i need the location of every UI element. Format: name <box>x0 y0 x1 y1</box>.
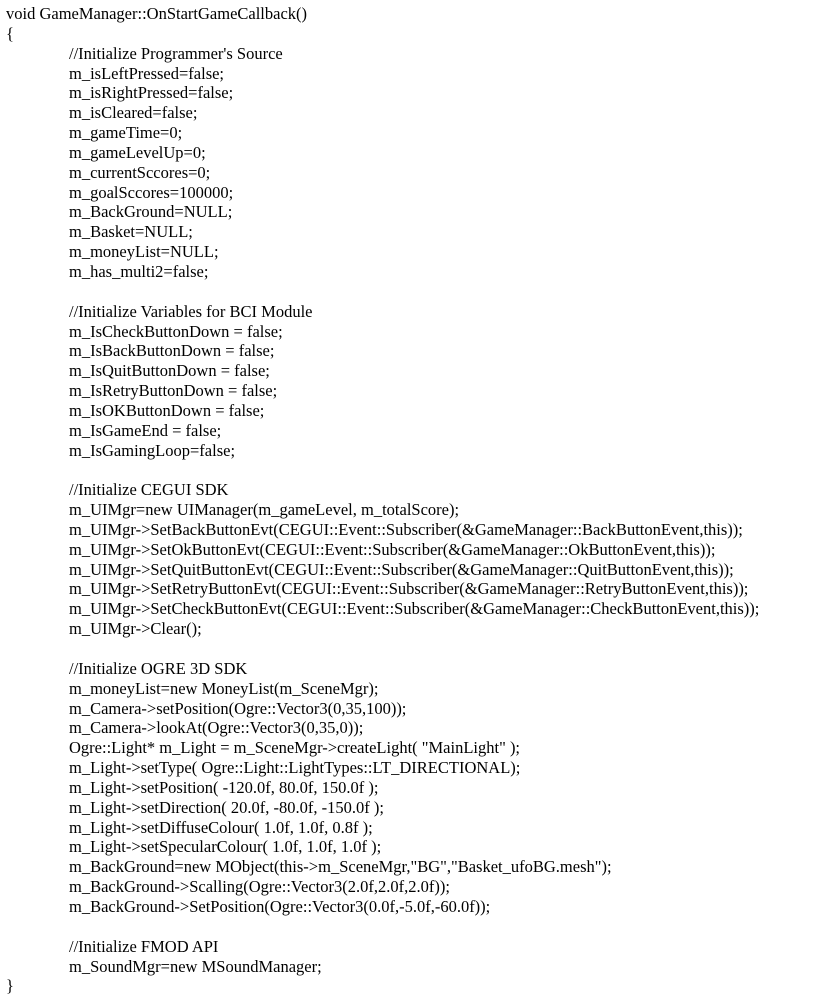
comment-line: //Initialize Variables for BCI Module <box>69 301 313 321</box>
code-line: m_isRightPressed=false; <box>69 83 234 103</box>
code-line: m_gameLevelUp=0; <box>69 142 206 162</box>
code-line: m_UIMgr->Clear(); <box>69 619 202 639</box>
code-line: m_IsGameEnd = false; <box>69 420 222 440</box>
code-line: m_gameTime=0; <box>69 123 183 143</box>
code-line: m_BackGround=NULL; <box>69 202 233 222</box>
code-line: m_moneyList=NULL; <box>69 242 219 262</box>
code-line: m_IsBackButtonDown = false; <box>69 341 275 361</box>
function-body <box>6 44 826 977</box>
code-line: m_UIMgr=new UIManager(m_gameLevel, m_totalScore); <box>69 500 460 520</box>
function-signature: void GameManager::OnStartGameCallback() <box>6 4 308 23</box>
code-line: m_IsQuitButtonDown = false; <box>69 361 270 381</box>
code-line: m_currentSccores=0; <box>69 162 211 182</box>
code-line: m_Light->setSpecularColour( 1.0f, 1.0f, 1.0f ); <box>69 837 382 857</box>
blank-line <box>6 282 826 302</box>
blank-line <box>6 639 826 659</box>
code-line: m_IsCheckButtonDown = false; <box>69 321 283 341</box>
code-line: m_UIMgr->SetOkButtonEvt(CEGUI::Event::Subscriber(&GameManager::OkButtonEvent,this)); <box>69 539 716 559</box>
blank-line <box>6 917 826 937</box>
code-line: m_IsRetryButtonDown = false; <box>69 381 278 401</box>
comment-line: //Initialize FMOD API <box>69 936 219 956</box>
code-line: m_Light->setType( Ogre::Light::LightTypes::LT_DIRECTIONAL); <box>69 758 521 778</box>
code-line: m_isCleared=false; <box>69 103 198 123</box>
code-line: m_goalSccores=100000; <box>69 182 234 202</box>
code-line: m_moneyList=new MoneyList(m_SceneMgr); <box>69 678 379 698</box>
code-line: m_UIMgr->SetCheckButtonEvt(CEGUI::Event::Subscriber(&GameManager::CheckButtonEvent,this)); <box>69 599 760 619</box>
code-listing <box>6 4 826 996</box>
code-line: m_has_multi2=false; <box>69 261 209 281</box>
code-line: m_isLeftPressed=false; <box>69 63 225 83</box>
code-line: m_UIMgr->SetRetryButtonEvt(CEGUI::Event::Subscriber(&GameManager::RetryButtonEvent,this)); <box>69 579 749 599</box>
code-line: m_Light->setDirection( 20.0f, -80.0f, -150.0f ); <box>69 797 384 817</box>
code-line: m_IsGamingLoop=false; <box>69 440 236 460</box>
code-line: m_IsOKButtonDown = false; <box>69 400 265 420</box>
code-line: m_BackGround->SetPosition(Ogre::Vector3(0.0f,-5.0f,-60.0f)); <box>69 896 491 916</box>
blank-line <box>6 460 826 480</box>
code-line: m_Light->setDiffuseColour( 1.0f, 1.0f, 0.8f ); <box>69 817 373 837</box>
code-line: m_BackGround=new MObject(this->m_SceneMgr,"BG","Basket_ufoBG.mesh"); <box>69 857 612 877</box>
code-line: m_Basket=NULL; <box>69 222 193 242</box>
code-line: m_SoundMgr=new MSoundManager; <box>69 956 322 976</box>
code-line: m_Camera->setPosition(Ogre::Vector3(0,35,100)); <box>69 698 407 718</box>
code-line: Ogre::Light* m_Light = m_SceneMgr->createLight( "MainLight" ); <box>69 738 521 758</box>
open-brace: { <box>6 23 14 43</box>
code-line: m_Camera->lookAt(Ogre::Vector3(0,35,0)); <box>69 718 364 738</box>
comment-line: //Initialize Programmer's Source <box>69 43 283 63</box>
code-line: m_UIMgr->SetBackButtonEvt(CEGUI::Event::Subscriber(&GameManager::BackButtonEvent,this)); <box>69 519 743 539</box>
code-line: m_UIMgr->SetQuitButtonEvt(CEGUI::Event::Subscriber(&GameManager::QuitButtonEvent,this)); <box>69 559 734 579</box>
comment-line: //Initialize OGRE 3D SDK <box>69 658 248 678</box>
code-line: m_BackGround->Scalling(Ogre::Vector3(2.0f,2.0f,2.0f)); <box>69 877 450 897</box>
close-brace: } <box>6 976 14 996</box>
comment-line: //Initialize CEGUI SDK <box>69 480 229 500</box>
code-line: m_Light->setPosition( -120.0f, 80.0f, 150.0f ); <box>69 777 379 797</box>
